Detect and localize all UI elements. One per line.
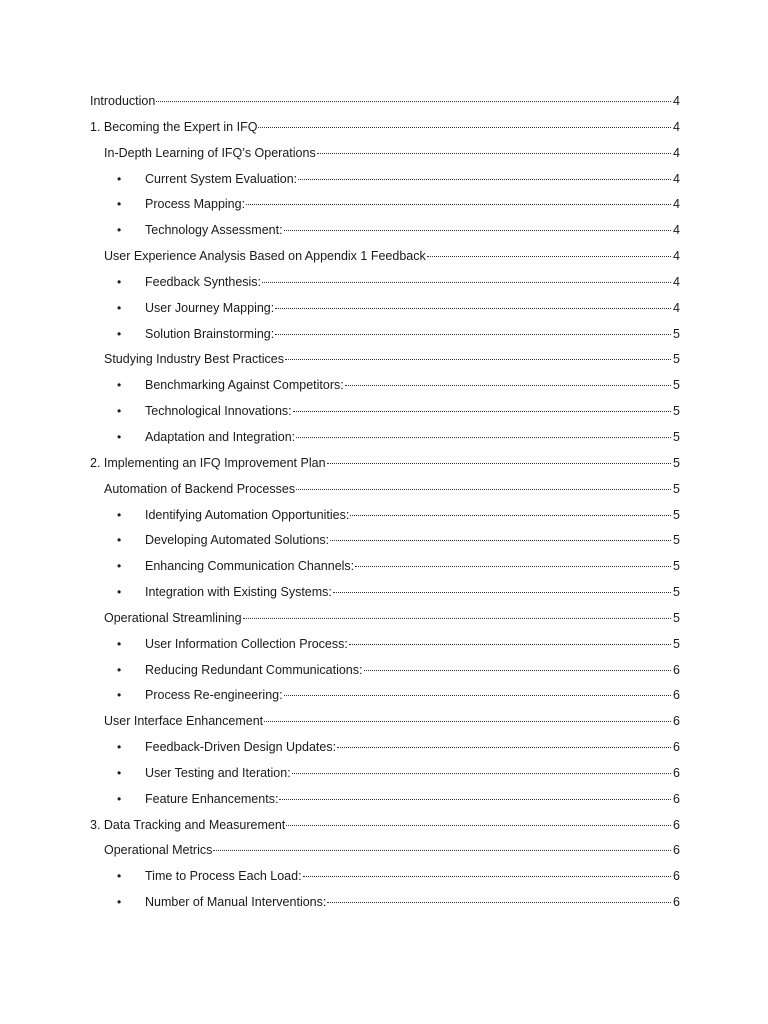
toc-entry[interactable] — [90, 244, 680, 270]
toc-entry-page-number: 5 — [673, 636, 680, 651]
dot-leader — [213, 838, 671, 852]
toc-entry-label: User Information Collection Process: — [145, 636, 348, 651]
toc-entry-label: User Journey Mapping: — [145, 300, 275, 315]
toc-entry[interactable] — [90, 838, 680, 864]
bullet-icon: • — [117, 378, 122, 393]
dot-leader — [258, 114, 671, 128]
toc-entry-label: Studying Industry Best Practices — [104, 352, 284, 367]
dot-leader — [284, 218, 671, 232]
toc-entry[interactable] — [90, 373, 680, 399]
bullet-icon: • — [117, 688, 122, 703]
toc-entry[interactable] — [90, 683, 680, 709]
toc-entry[interactable] — [90, 347, 680, 373]
toc-entry-label: Process Re-engineering: — [145, 688, 283, 703]
toc-entry[interactable] — [90, 141, 680, 167]
toc-entry-page-number: 4 — [673, 300, 680, 315]
toc-entry[interactable] — [90, 322, 680, 348]
dot-leader — [284, 683, 671, 697]
toc-entry-page-number: 5 — [673, 585, 680, 600]
toc-entry-label: Feedback-Driven Design Updates: — [145, 740, 337, 755]
toc-entry-label: Feedback Synthesis: — [145, 274, 262, 289]
toc-entry-page-number: 4 — [673, 197, 680, 212]
bullet-icon: • — [117, 429, 122, 444]
bullet-icon: • — [117, 533, 122, 548]
toc-entry-label: Benchmarking Against Competitors: — [145, 378, 344, 393]
dot-leader — [327, 890, 671, 904]
dot-leader — [293, 399, 671, 413]
toc-entry-page-number: 5 — [673, 610, 680, 625]
toc-entry-label: 3. Data Tracking and Measurement — [90, 817, 286, 832]
toc-entry-label: Current System Evaluation: — [145, 171, 298, 186]
bullet-icon: • — [117, 300, 122, 315]
toc-entry[interactable] — [90, 864, 680, 890]
dot-leader — [262, 269, 671, 283]
toc-entry-label: Operational Metrics — [104, 843, 213, 858]
toc-entry-page-number: 6 — [673, 714, 680, 729]
bullet-icon: • — [117, 636, 122, 651]
toc-entry[interactable] — [90, 580, 680, 606]
toc-entry[interactable] — [90, 218, 680, 244]
dot-leader — [296, 476, 671, 490]
dot-leader — [296, 424, 671, 438]
dot-leader — [264, 709, 671, 723]
dot-leader — [156, 89, 671, 103]
toc-entry-page-number: 6 — [673, 688, 680, 703]
toc-entry-label: Developing Automated Solutions: — [145, 533, 330, 548]
toc-entry-label: In-Depth Learning of IFQ’s Operations — [104, 145, 316, 160]
toc-entry[interactable] — [90, 425, 680, 451]
toc-entry-page-number: 4 — [673, 223, 680, 238]
bullet-icon: • — [117, 274, 122, 289]
toc-entry-page-number: 4 — [673, 274, 680, 289]
toc-entry-label: Number of Manual Interventions: — [145, 895, 327, 910]
dot-leader — [292, 760, 671, 774]
toc-entry-page-number: 6 — [673, 869, 680, 884]
toc-entry-page-number: 5 — [673, 481, 680, 496]
toc-entry-page-number: 6 — [673, 765, 680, 780]
toc-entry-page-number: 5 — [673, 378, 680, 393]
toc-entry-label: Technological Innovations: — [145, 404, 292, 419]
toc-entry-page-number: 5 — [673, 429, 680, 444]
dot-leader — [279, 786, 671, 800]
toc-entry-label: Feature Enhancements: — [145, 791, 279, 806]
dot-leader — [337, 735, 671, 749]
dot-leader — [286, 812, 671, 826]
toc-entry-label: Technology Assessment: — [145, 223, 283, 238]
dot-leader — [298, 166, 671, 180]
toc-entry-label: Solution Brainstorming: — [145, 326, 275, 341]
toc-entry[interactable] — [90, 399, 680, 425]
toc-entry[interactable] — [90, 192, 680, 218]
toc-entry-label: Identifying Automation Opportunities: — [145, 507, 350, 522]
toc-entry-page-number: 6 — [673, 740, 680, 755]
toc-entry[interactable] — [90, 735, 680, 761]
dot-leader — [275, 295, 671, 309]
toc-entry-label: Process Mapping: — [145, 197, 246, 212]
toc-entry-page-number: 4 — [673, 119, 680, 134]
toc-entry[interactable] — [90, 761, 680, 787]
toc-entry-label: 1. Becoming the Expert in IFQ — [90, 119, 258, 134]
toc-entry-label: User Interface Enhancement — [104, 714, 264, 729]
dot-leader — [355, 554, 671, 568]
bullet-icon: • — [117, 507, 122, 522]
bullet-icon: • — [117, 791, 122, 806]
toc-entry[interactable] — [90, 658, 680, 684]
toc-entry[interactable] — [90, 528, 680, 554]
toc-entry-label: User Experience Analysis Based on Appendix 1 Feedback — [104, 249, 426, 264]
toc-entry-page-number: 5 — [673, 533, 680, 548]
bullet-icon: • — [117, 869, 122, 884]
dot-leader — [364, 657, 672, 671]
toc-entry-page-number: 4 — [673, 249, 680, 264]
dot-leader — [333, 580, 671, 594]
toc-entry-page-number: 5 — [673, 507, 680, 522]
toc-entry[interactable] — [90, 115, 680, 141]
bullet-icon: • — [117, 223, 122, 238]
bullet-icon: • — [117, 326, 122, 341]
table-of-contents — [90, 89, 680, 916]
dot-leader — [427, 244, 671, 258]
toc-entry[interactable] — [90, 787, 680, 813]
toc-entry-label: Integration with Existing Systems: — [145, 585, 332, 600]
dot-leader — [243, 605, 671, 619]
toc-entry-page-number: 5 — [673, 559, 680, 574]
dot-leader — [350, 502, 671, 516]
toc-entry[interactable] — [90, 606, 680, 632]
bullet-icon: • — [117, 197, 122, 212]
toc-entry-page-number: 5 — [673, 404, 680, 419]
dot-leader — [327, 450, 671, 464]
dot-leader — [246, 192, 671, 206]
toc-entry-page-number: 6 — [673, 817, 680, 832]
toc-entry[interactable] — [90, 167, 680, 193]
toc-entry-label: Reducing Redundant Communications: — [145, 662, 363, 677]
dot-leader — [303, 864, 671, 878]
toc-entry[interactable] — [90, 813, 680, 839]
toc-entry-label: Introduction — [90, 94, 156, 108]
toc-entry-page-number: 4 — [673, 171, 680, 186]
toc-entry-label: Time to Process Each Load: — [145, 869, 302, 884]
bullet-icon: • — [117, 765, 122, 780]
toc-entry-label: Automation of Backend Processes — [104, 481, 296, 496]
toc-entry[interactable] — [90, 554, 680, 580]
toc-entry-label: Operational Streamlining — [104, 610, 242, 625]
toc-entry-label: 2. Implementing an IFQ Improvement Plan — [90, 455, 326, 470]
toc-entry-page-number: 6 — [673, 843, 680, 858]
toc-entry[interactable] — [90, 709, 680, 735]
dot-leader — [345, 373, 671, 387]
dot-leader — [317, 140, 671, 154]
dot-leader — [285, 347, 671, 361]
dot-leader — [330, 528, 671, 542]
toc-entry-label: User Testing and Iteration: — [145, 765, 291, 780]
bullet-icon: • — [117, 559, 122, 574]
toc-entry[interactable] — [90, 890, 680, 916]
bullet-icon: • — [117, 662, 122, 677]
bullet-icon: • — [117, 740, 122, 755]
toc-entry-page-number: 4 — [673, 94, 680, 108]
toc-entry-page-number: 6 — [673, 895, 680, 910]
bullet-icon: • — [117, 171, 122, 186]
toc-entry[interactable] — [90, 270, 680, 296]
toc-entry-page-number: 5 — [673, 326, 680, 341]
toc-entry-page-number: 6 — [673, 662, 680, 677]
bullet-icon: • — [117, 585, 122, 600]
toc-entry-page-number: 5 — [673, 455, 680, 470]
bullet-icon: • — [117, 895, 122, 910]
toc-entry[interactable] — [90, 451, 680, 477]
toc-entry-page-number: 4 — [673, 145, 680, 160]
toc-entry-page-number: 6 — [673, 791, 680, 806]
toc-entry-page-number: 5 — [673, 352, 680, 367]
dot-leader — [349, 631, 671, 645]
toc-entry[interactable] — [90, 477, 680, 503]
toc-entry-label: Enhancing Communication Channels: — [145, 559, 355, 574]
toc-entry[interactable] — [90, 503, 680, 529]
toc-entry[interactable] — [90, 89, 680, 115]
toc-entry[interactable] — [90, 632, 680, 658]
toc-entry-label: Adaptation and Integration: — [145, 429, 296, 444]
bullet-icon: • — [117, 404, 122, 419]
toc-entry[interactable] — [90, 296, 680, 322]
dot-leader — [275, 321, 671, 335]
